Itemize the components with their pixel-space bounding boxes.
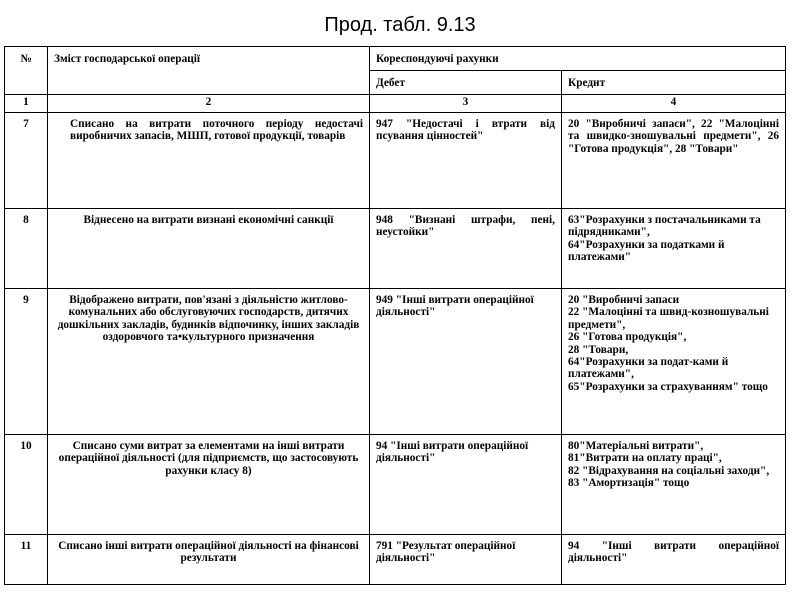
header-number: №: [5, 47, 48, 95]
credit-line: 20 "Виробничі запаси", 22 "Малоцінні та швидко-зношувальні предмети", 26 "Готова продукція", 28 "Товари": [568, 118, 779, 155]
row-number: 7: [5, 113, 48, 209]
row-number: 11: [5, 535, 48, 585]
credit-line: 82 "Відрахування на соціальні заходи",: [568, 464, 770, 477]
credit-line: 26 "Готова продукція",: [568, 331, 687, 344]
table-row: [5, 535, 786, 585]
table-row: [5, 435, 786, 535]
credit-line: 63"Розрахунки з постачальниками та підрядниками",: [568, 214, 761, 239]
credit-line: 20 "Виробничі запаси: [568, 294, 680, 306]
page-title: Прод. табл. 9.13: [324, 14, 476, 36]
table-row: [5, 289, 786, 435]
credit-line: 83 "Амортизація" тощо: [568, 477, 690, 490]
credit-line: 64"Розрахунки за подат-ками й платежами",: [568, 356, 729, 381]
row-debit: 947 "Недостачі і втрати від псування цінностей": [370, 113, 562, 209]
column-number: 2: [48, 95, 370, 113]
header-content: Зміст господарської операції: [48, 47, 370, 95]
row-number: 9: [5, 289, 48, 435]
row-debit: 948 "Визнані штрафи, пені, неустойки": [370, 209, 562, 289]
credit-line: 80"Матеріальні витрати",: [568, 440, 704, 452]
row-debit: 94 "Інші витрати операційної діяльності": [370, 435, 562, 535]
header-accounts: Кореспондуючі рахунки: [370, 47, 786, 71]
row-content: Списано на витрати поточного періоду недостачі виробничих запасів, МШП, готової продукції, товарів: [48, 113, 370, 209]
row-content: Списано суми витрат за елементами на інші витрати операційної діяльності (для підприємств, що застосовують рахунки класу 8): [48, 435, 370, 535]
column-number: 4: [562, 95, 786, 113]
row-credit: [562, 435, 786, 535]
header-debit: Дебет: [370, 71, 562, 95]
row-debit: 791 "Результат операційної діяльності": [370, 535, 562, 585]
table-row: [5, 209, 786, 289]
row-credit: [562, 535, 786, 585]
header-row: [5, 47, 786, 71]
row-debit: 949 "Інші витрати операційної діяльності": [370, 289, 562, 435]
table-row: [5, 113, 786, 209]
column-number-row: [5, 95, 786, 113]
credit-line: 22 "Малоцінні та швид-козношувальні предмети",: [568, 306, 769, 331]
accounting-table: [4, 46, 786, 585]
column-number: 3: [370, 95, 562, 113]
row-credit: [562, 113, 786, 209]
credit-line: 94 "Інші витрати операційної діяльності": [568, 540, 779, 565]
row-content: Відображено витрати, пов'язані з діяльністю житлово-комунальних або обслуговуючих господарств, дитячих дошкільних закладів, будинків відпочинку, інших закладів оздоровчого та•культурного призначення: [48, 289, 370, 435]
credit-line: 81"Витрати на оплату праці",: [568, 452, 722, 465]
header-credit: Кредит: [562, 71, 786, 95]
row-credit: [562, 289, 786, 435]
row-content: Віднесено на витрати визнані економічні санкції: [48, 209, 370, 289]
column-number: 1: [5, 95, 48, 113]
row-credit: [562, 209, 786, 289]
row-content: Списано інші витрати операційної діяльності на фінансові результати: [48, 535, 370, 585]
row-number: 10: [5, 435, 48, 535]
credit-line: 28 "Товари,: [568, 343, 629, 356]
credit-line: 64"Розрахунки за податками й платежами": [568, 238, 725, 264]
credit-line: 65"Розрахунки за страхуванням" тощо: [568, 380, 768, 393]
row-number: 8: [5, 209, 48, 289]
